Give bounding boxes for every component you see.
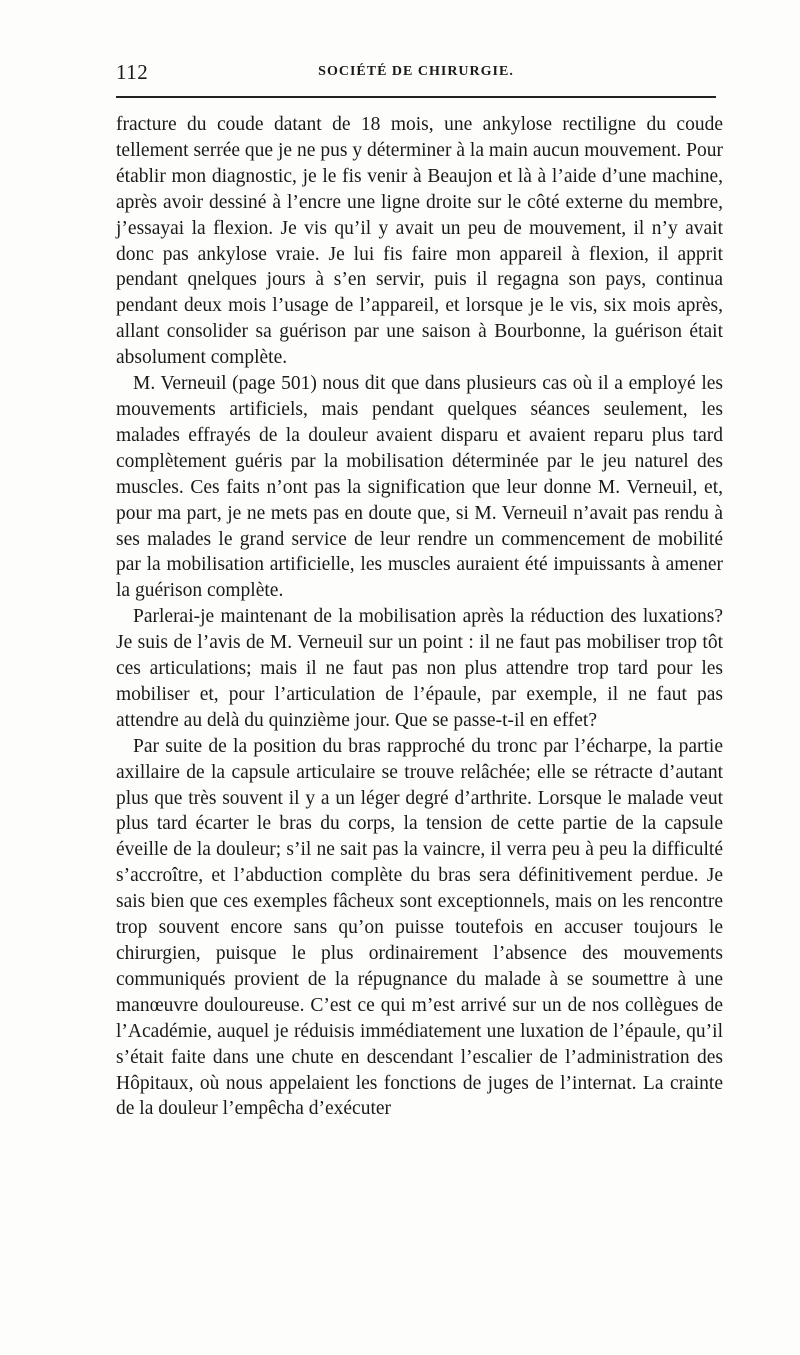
page-number: 112 [116,60,149,84]
running-title: SOCIÉTÉ DE CHIRURGIE. [318,64,514,79]
paragraph-2: M. Verneuil (page 501) nous dit que dans plusieurs cas où il a employé les mouvements artificiels, mais pendant quelques séances seulement, les malades effrayés de la douleur avaient disparu et avaient reparu plus tard complètement guéris par la mobilisation déterminée par le jeu naturel des muscles. Ces faits n’ont pas la signification que leur donne M. Verneuil, et, pour ma part, je ne mets pas en doute que, si M. Verneuil n’avait pas rendu à ses malades le grand service de leur rendre un commencement de mobilité par la mobilisation artificielle, les muscles auraient été impuissants à amener la guérison complète. [116,373,723,602]
paragraph-3: Parlerai-je maintenant de la mobilisation après la réduction des luxations? Je suis de l’avis de M. Verneuil sur un point : il ne faut pas mobiliser trop tôt ces articulations; mais il ne faut pas non plus attendre trop tard pour les mobiliser et, pour l’articulation de l’épaule, par exemple, il ne faut pas attendre au delà du quinzième jour. Que se passe-t-il en effet? [116,606,723,731]
paragraph-4: Par suite de la position du bras rapproché du tronc par l’écharpe, la partie axillaire de la capsule articulaire se trouve relâchée; elle se rétracte d’autant plus que très souvent il y a un léger degré d’arthrite. Lorsque le malade veut plus tard écarter le bras du corps, la tension de cette partie de la capsule éveille de la douleur; s’il ne sait pas la vaincre, il verra peu à peu la difficulté s’accroître, et l’abduction complète du bras sera définitivement perdue. Je sais bien que ces exemples fâcheux sont exceptionnels, mais on les rencontre trop souvent encore sans qu’on puisse toutefois en accuser toujours le chirurgien, puisque le plus ordinairement l’absence des mouvements communiqués provient de la répugnance du malade à se soumettre à une manœuvre douloureuse. C’est ce qui m’est arrivé sur un de nos collègues de l’Académie, auquel je réduisis immédiatement une luxation de l’épaule, qu’il s’était faite dans une chute en descendant l’escalier de l’administration des Hôpitaux, où nous appelaient les fonctions de juges de l’internat. La crainte de la douleur l’empêcha d’exécuter [116,735,723,1120]
paragraph-1: fracture du coude datant de 18 mois, une ankylose rectiligne du coude tellement serrée que je ne pus y déterminer à la main aucun mouvement. Pour établir mon diagnostic, je le fis venir à Beaujon et là à l’aide d’une machine, après avoir dessiné à l’encre une ligne droite sur le côté externe du membre, j’essayai la flexion. Je vis qu’il y avait un peu de mouvement, il n’y avait donc pas ankylose vraie. Je lui fis faire mon appareil à flexion, il apprit pendant qnelques jours à s’en servir, puis il regagna son pays, continua pendant deux mois l’usage de l’appareil, et lorsque je le vis, six mois après, allant consolider sa guérison par une saison à Bourbonne, la guérison était absolument complète. [116,114,723,369]
header-rule [116,96,716,98]
running-head [116,60,716,88]
body-text [116,112,723,1122]
